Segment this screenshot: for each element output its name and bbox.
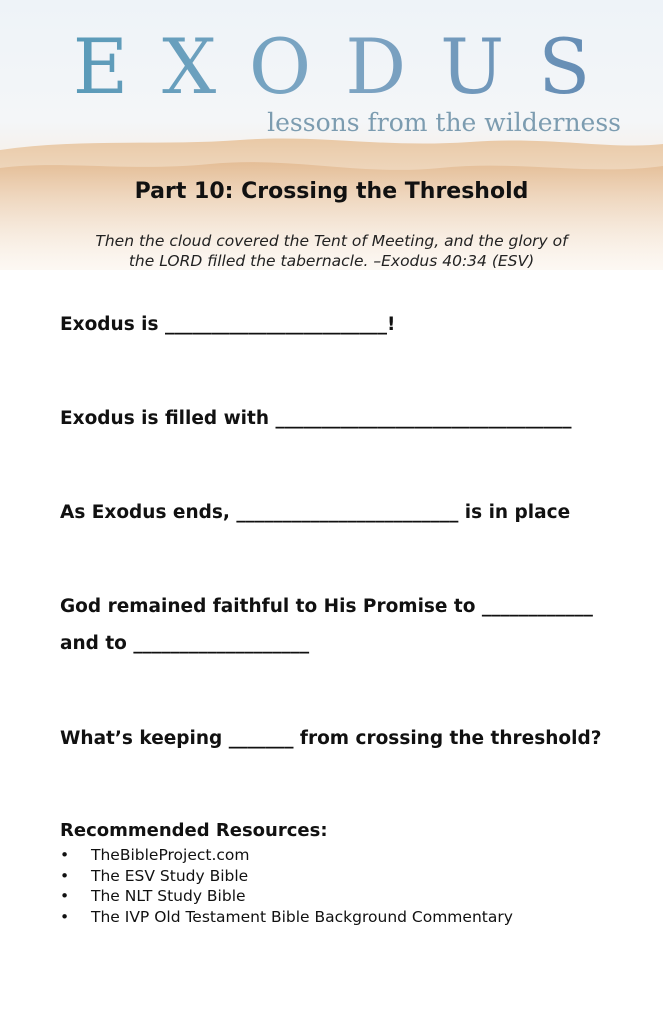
fill-in-question: Exodus is ________________________! [60, 314, 396, 335]
bullet-icon: • [60, 907, 70, 926]
fill-in-question: and to ___________________ [60, 633, 310, 654]
verse-line: the LORD filled the tabernacle. –Exodus 40:34 (ESV) [128, 252, 535, 270]
fill-in-question: What’s keeping _______ from crossing the threshold? [60, 728, 602, 749]
list-item [60, 866, 513, 887]
resource-label: The ESV Study Bible [91, 866, 249, 885]
scripture-verse [70, 231, 593, 271]
resource-label: The NLT Study Bible [91, 887, 246, 905]
bullet-icon: • [60, 887, 70, 905]
header-banner [0, 0, 663, 270]
list-item [60, 907, 513, 928]
bullet-icon: • [60, 866, 70, 885]
resources-list [60, 845, 513, 927]
resource-label: TheBibleProject.com [91, 846, 250, 864]
verse-line: Then the cloud covered the Tent of Meeting, and the glory of [95, 232, 568, 250]
page-title: EXODUS [0, 22, 663, 112]
fill-in-question: God remained faithful to His Promise to ____________ [60, 596, 593, 617]
list-item [60, 845, 513, 866]
bullet-icon: • [60, 846, 70, 864]
fill-in-question: Exodus is filled with ________________________________ [60, 408, 572, 429]
list-item [60, 886, 513, 907]
part-heading: Part 10: Crossing the Threshold [134, 179, 529, 204]
resources-heading: Recommended Resources: [60, 820, 328, 841]
fill-in-question: As Exodus ends, ________________________ is in place [60, 502, 571, 523]
page-subtitle: lessons from the wilderness [267, 108, 621, 137]
resource-label: The IVP Old Testament Bible Background Commentary [91, 907, 513, 926]
